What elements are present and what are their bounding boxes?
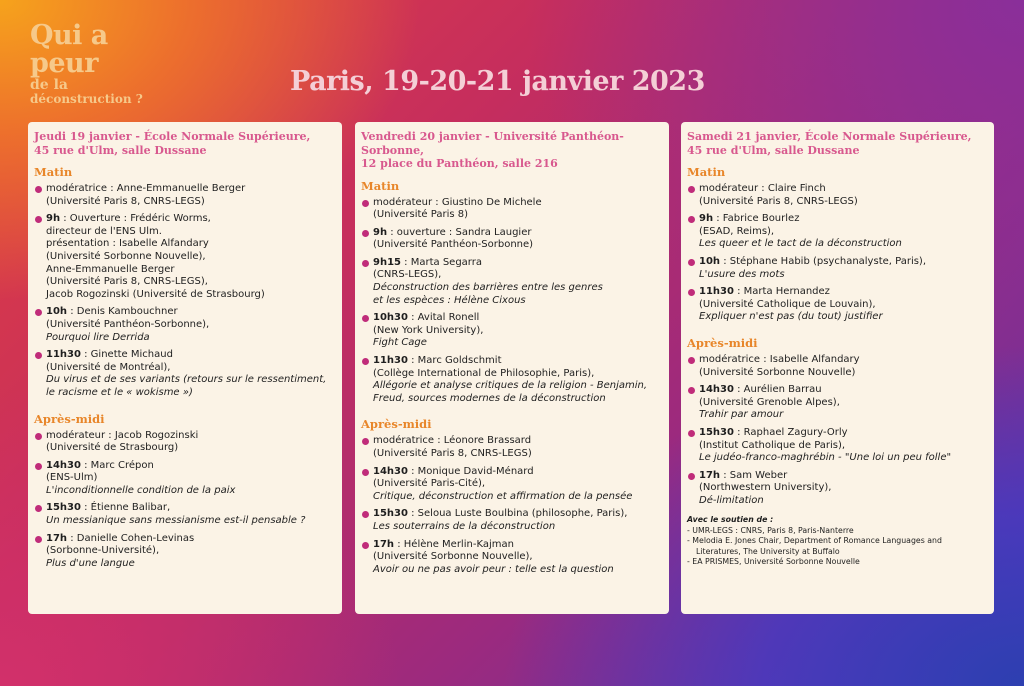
item-line: modératrice : Anne-Emmanuelle Berger bbox=[46, 183, 246, 194]
item-line: (Institut Catholique de Paris), bbox=[699, 439, 846, 451]
item-line: (Université Paris 8, CNRS-LEGS), bbox=[46, 276, 208, 288]
program-item bbox=[687, 470, 988, 508]
item-line: 15h30 : Raphael Zagury-Orly bbox=[699, 426, 848, 438]
logo-line-4: déconstruction ? bbox=[30, 92, 143, 106]
talk-title: L'inconditionnelle condition de la paix bbox=[46, 484, 236, 496]
day-heading-line: 12 place du Panthéon, salle 216 bbox=[361, 157, 558, 170]
program-item bbox=[34, 213, 336, 301]
item-time: 15h30 bbox=[699, 426, 734, 438]
item-time: 14h30 bbox=[373, 465, 408, 477]
talk-title: Fight Cage bbox=[373, 337, 427, 349]
logo-line-3: de la bbox=[30, 77, 68, 93]
bullet-icon bbox=[688, 387, 695, 394]
day-panel-friday bbox=[355, 122, 669, 614]
item-line: 14h30 : Aurélien Barrau bbox=[699, 384, 822, 396]
item-line: (Université de Montréal), bbox=[46, 361, 171, 373]
talk-title: Déconstruction des barrières entre les genres bbox=[373, 282, 603, 294]
program-item bbox=[34, 502, 336, 527]
item-line: 9h : Ouverture : Frédéric Worms, bbox=[46, 213, 211, 225]
item-line: 17h : Sam Weber bbox=[699, 469, 788, 481]
section-title: Matin bbox=[34, 165, 73, 179]
talk-title: Le judéo-franco-maghrébin - "Une loi un peu folle" bbox=[699, 452, 952, 464]
talk-title: Un messianique sans messianisme est-il pensable ? bbox=[46, 515, 306, 527]
item-line: 10h30 : Avital Ronell bbox=[373, 312, 480, 324]
item-time: 10h30 bbox=[373, 312, 408, 324]
day-panel-thursday bbox=[28, 122, 342, 614]
item-line: 15h30 : Seloua Luste Boulbina (philosophe, Paris), bbox=[373, 508, 628, 520]
bullet-icon bbox=[362, 358, 369, 365]
talk-title: Plus d'une langue bbox=[46, 557, 135, 569]
item-line: présentation : Isabelle Alfandary bbox=[46, 238, 209, 250]
item-line: (Université Sorbonne Nouvelle), bbox=[46, 250, 206, 262]
talk-title: et les espèces : Hélène Cixous bbox=[373, 294, 526, 306]
section-title: Après-midi bbox=[34, 411, 105, 426]
talk-title: Les queer et le tact de la déconstruction bbox=[699, 238, 902, 250]
item-time: 9h bbox=[699, 213, 714, 225]
item-line: 9h15 : Marta Segarra bbox=[373, 256, 482, 268]
item-line: (Université Sorbonne Nouvelle), bbox=[373, 551, 533, 563]
bullet-icon bbox=[688, 430, 695, 437]
bullet-icon bbox=[35, 216, 42, 223]
day-heading-line: Samedi 21 janvier, École Normale Supérieure, bbox=[687, 130, 972, 143]
event-logo bbox=[30, 22, 143, 105]
item-time: 14h30 bbox=[46, 459, 81, 471]
item-line: (Université Sorbonne Nouvelle) bbox=[699, 366, 856, 378]
day-heading-line: Jeudi 19 janvier - École Normale Supérieure, bbox=[34, 130, 311, 143]
day-heading-line: Sorbonne, bbox=[361, 143, 424, 157]
item-line: (Université Paris 8) bbox=[373, 209, 469, 221]
section-title: Après-midi bbox=[361, 417, 432, 432]
item-line: (Université Panthéon-Sorbonne) bbox=[373, 239, 534, 251]
sponsors-heading: Avec le soutien de : bbox=[687, 515, 774, 525]
bullet-icon bbox=[362, 200, 369, 207]
item-time: 9h15 bbox=[373, 256, 401, 268]
bullet-icon bbox=[688, 186, 695, 193]
bullet-icon bbox=[362, 230, 369, 237]
item-time: 15h30 bbox=[373, 508, 408, 520]
item-time: 17h bbox=[373, 538, 395, 550]
talk-title: Pourquoi lire Derrida bbox=[46, 331, 150, 343]
item-line: 10h : Stéphane Habib (psychanalyste, Paris), bbox=[699, 255, 927, 267]
bullet-icon bbox=[35, 536, 42, 543]
day-heading bbox=[361, 130, 663, 171]
item-line: 9h : Fabrice Bourlez bbox=[699, 213, 800, 225]
day-heading-line: 45 rue d'Ulm, salle Dussane bbox=[34, 143, 207, 157]
day-heading bbox=[687, 130, 988, 157]
item-time: 9h bbox=[373, 226, 388, 238]
item-time: 15h30 bbox=[46, 502, 81, 514]
program-item bbox=[361, 257, 663, 307]
program-item bbox=[34, 533, 336, 571]
day-heading bbox=[34, 130, 336, 157]
sponsor-entry: - EA PRISMES, Université Sorbonne Nouvelle bbox=[687, 557, 860, 567]
program-item bbox=[361, 466, 663, 504]
bullet-icon bbox=[362, 438, 369, 445]
talk-title: Trahir par amour bbox=[699, 409, 784, 421]
program-item bbox=[687, 427, 988, 465]
bullet-icon bbox=[35, 505, 42, 512]
section-title: Matin bbox=[361, 178, 400, 193]
item-line: (Sorbonne-Université), bbox=[46, 545, 160, 557]
item-line: 11h30 : Marta Hernandez bbox=[699, 286, 830, 298]
program-item bbox=[687, 256, 988, 281]
item-line: (Université de Strasbourg) bbox=[46, 442, 179, 454]
program-item bbox=[34, 430, 336, 455]
item-line: Jacob Rogozinski (Université de Strasbourg) bbox=[46, 288, 265, 300]
bullet-icon bbox=[35, 433, 42, 440]
program-item bbox=[361, 435, 663, 460]
program-item bbox=[687, 354, 988, 379]
day-heading-line: Vendredi 20 janvier - Université Panthéon- bbox=[361, 130, 624, 143]
item-line: 17h : Danielle Cohen-Levinas bbox=[46, 532, 195, 544]
program-item bbox=[34, 306, 336, 344]
item-line: (Université Catholique de Louvain), bbox=[699, 298, 876, 310]
program-item bbox=[34, 349, 336, 399]
item-line: modérateur : Giustino De Michele bbox=[373, 196, 542, 208]
bullet-icon bbox=[688, 473, 695, 480]
day-panel-saturday bbox=[681, 122, 994, 614]
item-line: directeur de l'ENS Ulm. bbox=[46, 225, 162, 237]
item-line: 17h : Hélène Merlin-Kajman bbox=[373, 538, 514, 550]
bullet-icon bbox=[362, 315, 369, 322]
item-line: 14h30 : Marc Crépon bbox=[46, 459, 154, 471]
item-line: Anne-Emmanuelle Berger bbox=[46, 263, 175, 275]
item-line: (ESAD, Reims), bbox=[699, 225, 775, 237]
program-item bbox=[361, 227, 663, 252]
item-time: 17h bbox=[46, 532, 68, 544]
section-title: Matin bbox=[687, 165, 726, 179]
bullet-icon bbox=[35, 186, 42, 193]
item-line: (Université Grenoble Alpes), bbox=[699, 396, 840, 408]
item-time: 10h bbox=[699, 255, 721, 267]
item-line: (Collège International de Philosophie, Paris), bbox=[373, 367, 595, 379]
item-line: (Northwestern University), bbox=[699, 482, 832, 494]
bullet-icon bbox=[35, 463, 42, 470]
bullet-icon bbox=[362, 542, 369, 549]
bullet-icon bbox=[688, 289, 695, 296]
item-line: 9h : ouverture : Sandra Laugier bbox=[373, 226, 532, 238]
sponsors bbox=[687, 515, 988, 568]
bullet-icon bbox=[362, 260, 369, 267]
item-line: 14h30 : Monique David-Ménard bbox=[373, 465, 534, 477]
logo-line-2: peur bbox=[30, 48, 98, 79]
section-title: Après-midi bbox=[687, 335, 758, 350]
item-line: (Université Paris 8, CNRS-LEGS) bbox=[373, 448, 532, 459]
talk-title: Expliquer n'est pas (du tout) justifier bbox=[699, 311, 883, 323]
page-title: Paris, 19-20-21 janvier 2023 bbox=[290, 66, 705, 97]
item-line: (Université Paris 8, CNRS-LEGS) bbox=[699, 195, 858, 207]
bullet-icon bbox=[362, 511, 369, 518]
program-item bbox=[687, 213, 988, 251]
logo-line-1: Qui a bbox=[30, 20, 108, 51]
item-time: 11h30 bbox=[46, 349, 81, 361]
item-line: 10h : Denis Kambouchner bbox=[46, 306, 178, 318]
program-item bbox=[361, 312, 663, 350]
program-item bbox=[361, 539, 663, 577]
item-line: 11h30 : Ginette Michaud bbox=[46, 349, 173, 361]
program-item bbox=[687, 286, 988, 324]
program-item bbox=[34, 183, 336, 208]
item-line: (ENS-Ulm) bbox=[46, 472, 98, 484]
talk-title: L'usure des mots bbox=[699, 268, 785, 280]
item-line: modérateur : Jacob Rogozinski bbox=[46, 429, 199, 441]
sponsor-entry: - Melodia E. Jones Chair, Department of Romance Languages and Literatures, The University at Buffalo bbox=[687, 536, 942, 556]
item-line: modératrice : Isabelle Alfandary bbox=[699, 353, 860, 365]
program-item bbox=[361, 508, 663, 533]
talk-title: Les souterrains de la déconstruction bbox=[373, 520, 556, 532]
talk-title: Freud, sources modernes de la déconstruction bbox=[373, 392, 606, 404]
item-line: modérateur : Claire Finch bbox=[699, 183, 826, 194]
item-time: 17h bbox=[699, 469, 721, 481]
talk-title: le racisme et le « wokisme ») bbox=[46, 386, 193, 398]
section-gap bbox=[361, 410, 663, 416]
item-time: 11h30 bbox=[373, 355, 408, 367]
item-line: (Université Panthéon-Sorbonne), bbox=[46, 318, 210, 330]
bullet-icon bbox=[362, 469, 369, 476]
item-line: (Université Paris 8, CNRS-LEGS) bbox=[46, 195, 205, 207]
day-heading-line: 45 rue d'Ulm, salle Dussane bbox=[687, 143, 860, 157]
bullet-icon bbox=[688, 357, 695, 364]
talk-title: Critique, déconstruction et affirmation de la pensée bbox=[373, 490, 633, 502]
section-gap bbox=[34, 405, 336, 411]
program-item bbox=[361, 355, 663, 405]
item-time: 11h30 bbox=[699, 286, 734, 298]
item-time: 14h30 bbox=[699, 384, 734, 396]
bullet-icon bbox=[35, 352, 42, 359]
section-gap bbox=[687, 329, 988, 335]
item-line: (New York University), bbox=[373, 324, 484, 336]
program-item bbox=[361, 197, 663, 222]
item-line: 15h30 : Étienne Balibar, bbox=[46, 502, 171, 514]
talk-title: Du virus et de ses variants (retours sur le ressentiment, bbox=[46, 374, 327, 386]
program-item bbox=[687, 183, 988, 208]
talk-title: Allégorie et analyse critiques de la religion - Benjamin, bbox=[373, 380, 648, 392]
bullet-icon bbox=[35, 309, 42, 316]
bullet-icon bbox=[688, 259, 695, 266]
bullet-icon bbox=[688, 216, 695, 223]
item-line: (Université Paris-Cité), bbox=[373, 478, 486, 490]
item-time: 10h bbox=[46, 306, 68, 318]
talk-title: Avoir ou ne pas avoir peur : telle est la question bbox=[373, 563, 614, 575]
item-line: modératrice : Léonore Brassard bbox=[373, 435, 532, 447]
program-item bbox=[34, 460, 336, 498]
program-item bbox=[687, 384, 988, 422]
item-line: (CNRS-LEGS), bbox=[373, 269, 442, 281]
sponsor-entry: - UMR-LEGS : CNRS, Paris 8, Paris-Nanterre bbox=[687, 525, 854, 535]
talk-title: Dé-limitation bbox=[699, 494, 764, 506]
item-time: 9h bbox=[46, 213, 61, 225]
item-line: 11h30 : Marc Goldschmit bbox=[373, 355, 502, 367]
